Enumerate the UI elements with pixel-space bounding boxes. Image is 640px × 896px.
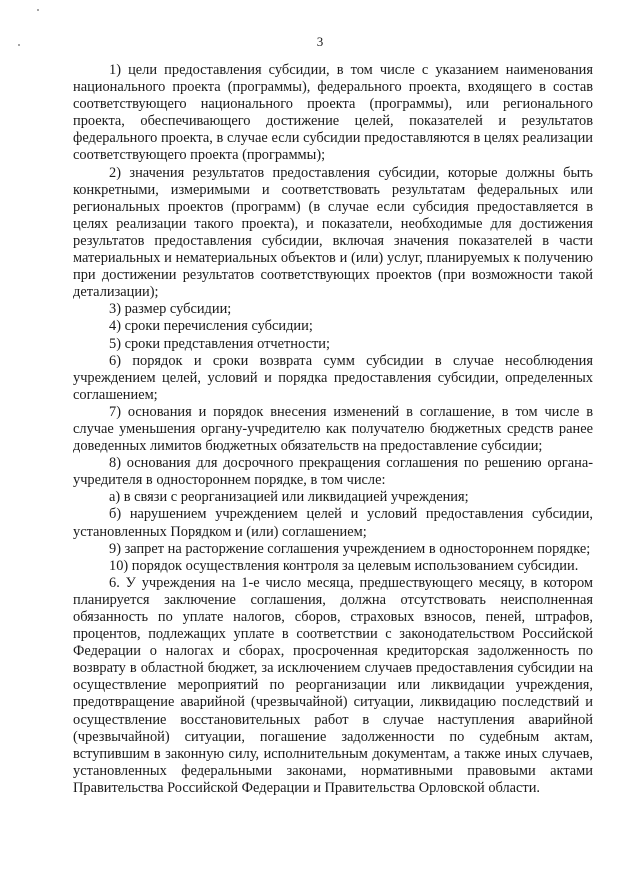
list-item-10-control: 10) порядок осуществления контроля за целевым использованием субсидии.: [109, 557, 579, 574]
sub-item-a-reorganization: а) в связи с реорганизацией или ликвидацией учреждения;: [109, 489, 469, 506]
page-number: 3: [316, 34, 324, 49]
list-item-6-refund-procedure: 6) порядок и сроки возврата сумм субсидии в случае несоблюдения учреждением целей, условий и порядка предоставления субсидии, определенных соглашением;: [73, 352, 593, 403]
list-item-4-transfer-terms: 4) сроки перечисления субсидии;: [109, 318, 313, 335]
list-item-7-amendments: 7) основания и порядок внесения изменений в соглашение, в том числе в случае уменьшения органу-учредителю как получателю бюджетных средств ранее доведенных лимитов бюджетных обязательств на предоставление субсидии;: [73, 403, 593, 455]
section-6-paragraph: 6. У учреждения на 1-е число месяца, предшествующего месяцу, в котором планируется заключение соглашения, должна отсутствовать неисполненная обязанность по уплате налогов, сборов, страховых взносов, пеней, штрафов, процентов, подлежащих уплате в соответствии с законодательством Российской Федерации о налогах и сборах, просроченная кредиторская задолженность по возврату в областной бюджет, за исключением случаев предоставления субсидии на осуществление мероприятий по реорганизации или ликвидации учреждения, предотвращение аварийной (чрезвычайной) ситуации, ликвидацию последствий и осуществление восстановительных работ в случае наступления аварийной (чрезвычайной) ситуации, погашение задолженности по судебным актам, вступившим в законную силу, исполнительным документам, а также иных случаев, установленных федеральными законами, нормативными правовыми актами Правительства Российской Федерации и Правительства Орловской области.: [73, 574, 593, 796]
document-body: [73, 62, 593, 797]
list-item-1-goals: 1) цели предоставления субсидии, в том числе с указанием наименования национального проекта (программы), федерального проекта, входящего в состав соответствующего национального проекта (программы), или регионального проекта, обеспечивающего достижение целей, показателей и результатов федерального проекта, в случае если субсидии предоставляются в целях реализации соответствующего проекта (программы);: [73, 62, 593, 164]
list-item-5-reporting-terms: 5) сроки представления отчетности;: [109, 335, 330, 352]
list-item-3-amount: 3) размер субсидии;: [109, 301, 232, 318]
list-item-9-termination-ban: 9) запрет на расторжение соглашения учреждением в одностороннем порядке;: [109, 540, 591, 557]
list-item-8-termination-grounds: 8) основания для досрочного прекращения соглашения по решению органа-учредителя в одностороннем порядке, в том числе:: [73, 455, 593, 489]
scan-speck: [37, 9, 39, 11]
sub-item-b-violation: б) нарушением учреждением целей и условий предоставления субсидии, установленных Порядком и (или) соглашением;: [73, 506, 593, 540]
list-item-2-results: 2) значения результатов предоставления субсидии, которые должны быть конкретными, измеримыми и соответствовать результатам федеральных или региональных проектов (программ) (в случае если субсидия предоставляется в целях реализации такого проекта), и показатели, необходимые для достижения результатов предоставления субсидии, включая значения показателей в части материальных и нематериальных объектов и (или) услуг, планируемых к получению при достижении результатов соответствующих проектов (при возможности такой детализации);: [73, 164, 593, 301]
